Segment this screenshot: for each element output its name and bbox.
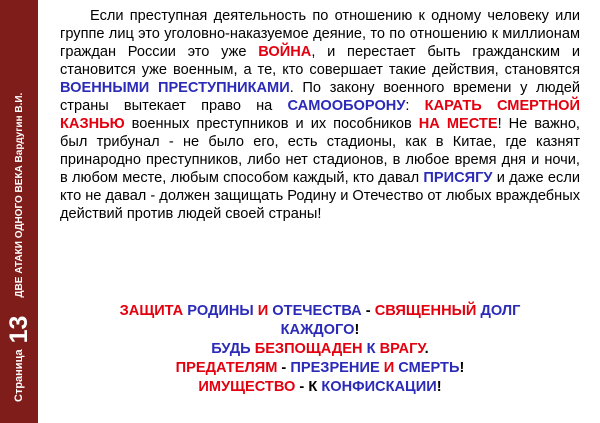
slogan-word: КОНФИСКАЦИИ bbox=[321, 379, 437, 395]
slogan-word: ! bbox=[354, 322, 360, 338]
slogan-word: СВЯЩЕННЫЙ bbox=[374, 303, 481, 319]
page-number: 13 bbox=[4, 315, 33, 344]
slogan-word: ИМУЩЕСТВО bbox=[198, 379, 296, 395]
slogan-line bbox=[40, 302, 600, 321]
slogans-block bbox=[40, 302, 600, 397]
body-paragraph bbox=[60, 7, 580, 223]
slogan-line bbox=[40, 321, 600, 340]
page-word: Страница bbox=[13, 349, 25, 402]
body-text-segment: Если преступная деятельность по отношению к одному человеку или группе лиц это уголовно-наказуемое деяние, то по отношению к миллионам граждан России это уже bbox=[60, 8, 580, 60]
slogan-word: ЗАЩИТА bbox=[119, 303, 188, 319]
body-text-segment: военных преступников и их пособников bbox=[124, 116, 419, 132]
slogan-word: ПРЕДАТЕЛЯМ bbox=[175, 360, 278, 376]
slogan-word: ОТЕЧЕСТВА bbox=[272, 303, 362, 319]
slogan-word: БУДЬ bbox=[211, 341, 255, 357]
slogan-line bbox=[40, 359, 600, 378]
slogan-word: ! bbox=[459, 360, 465, 376]
body-text-segment: , и перестает быть гражданским и становится уже военным, а те, кто совершает такие действия, становятся bbox=[60, 44, 580, 78]
highlighted-term: ВОЕННЫМИ ПРЕСТУПНИКАМИ bbox=[60, 80, 290, 96]
body-text-segment: ! Не важно, был трибунал - не было его, есть стадионы, как в Китае, где казнят принародно преступников, либо нет стадионов, в любое время дня и ночи, в любом месте, любым способом каждый, кто давал bbox=[60, 116, 580, 186]
body-text-segment: и даже если кто не давал - должен защищать Родину и Отечество от любых враждебных действий против людей своей страны! bbox=[60, 170, 580, 222]
highlighted-term: ПРИСЯГУ bbox=[423, 170, 493, 186]
slogan-word: ДОЛГ bbox=[480, 303, 521, 319]
highlighted-term: ВОЙНА bbox=[258, 44, 312, 60]
slogan-word: ПРЕЗРЕНИЕ bbox=[290, 360, 384, 376]
slogan-word: И bbox=[383, 360, 399, 376]
slogan-word: И bbox=[257, 303, 273, 319]
slogan-word: К bbox=[366, 341, 380, 357]
slogan-word: КАЖДОГО bbox=[280, 322, 355, 338]
slogan-word: - bbox=[361, 303, 375, 319]
slogan-word: СМЕРТЬ bbox=[398, 360, 460, 376]
highlighted-term: САМООБОРОНУ bbox=[287, 98, 406, 114]
highlighted-term: КАРАТЬ СМЕРТНОЙ КАЗНЬЮ bbox=[60, 98, 581, 132]
slogan-word: . bbox=[424, 341, 429, 357]
slogan-word: РОДИНЫ bbox=[187, 303, 258, 319]
book-title-label: ДВЕ АТАКИ ОДНОГО ВЕКА Вардугин В.И. bbox=[13, 92, 25, 298]
highlighted-term: НА МЕСТЕ bbox=[418, 116, 498, 132]
slogan-word: БЕЗПОЩАДЕН bbox=[254, 341, 367, 357]
slogan-word: ! bbox=[436, 379, 442, 395]
slogan-line bbox=[40, 378, 600, 397]
slogan-word: - bbox=[277, 360, 291, 376]
slogan-line bbox=[40, 340, 600, 359]
body-text-segment: : bbox=[405, 98, 425, 114]
body-text-segment: . По закону военного времени у людей страны вытекает право на bbox=[60, 80, 580, 114]
slogan-word: - К bbox=[295, 379, 322, 395]
sidebar bbox=[0, 0, 38, 423]
slogan-word: ВРАГУ bbox=[379, 341, 425, 357]
sidebar-rotated-group bbox=[0, 12, 38, 412]
